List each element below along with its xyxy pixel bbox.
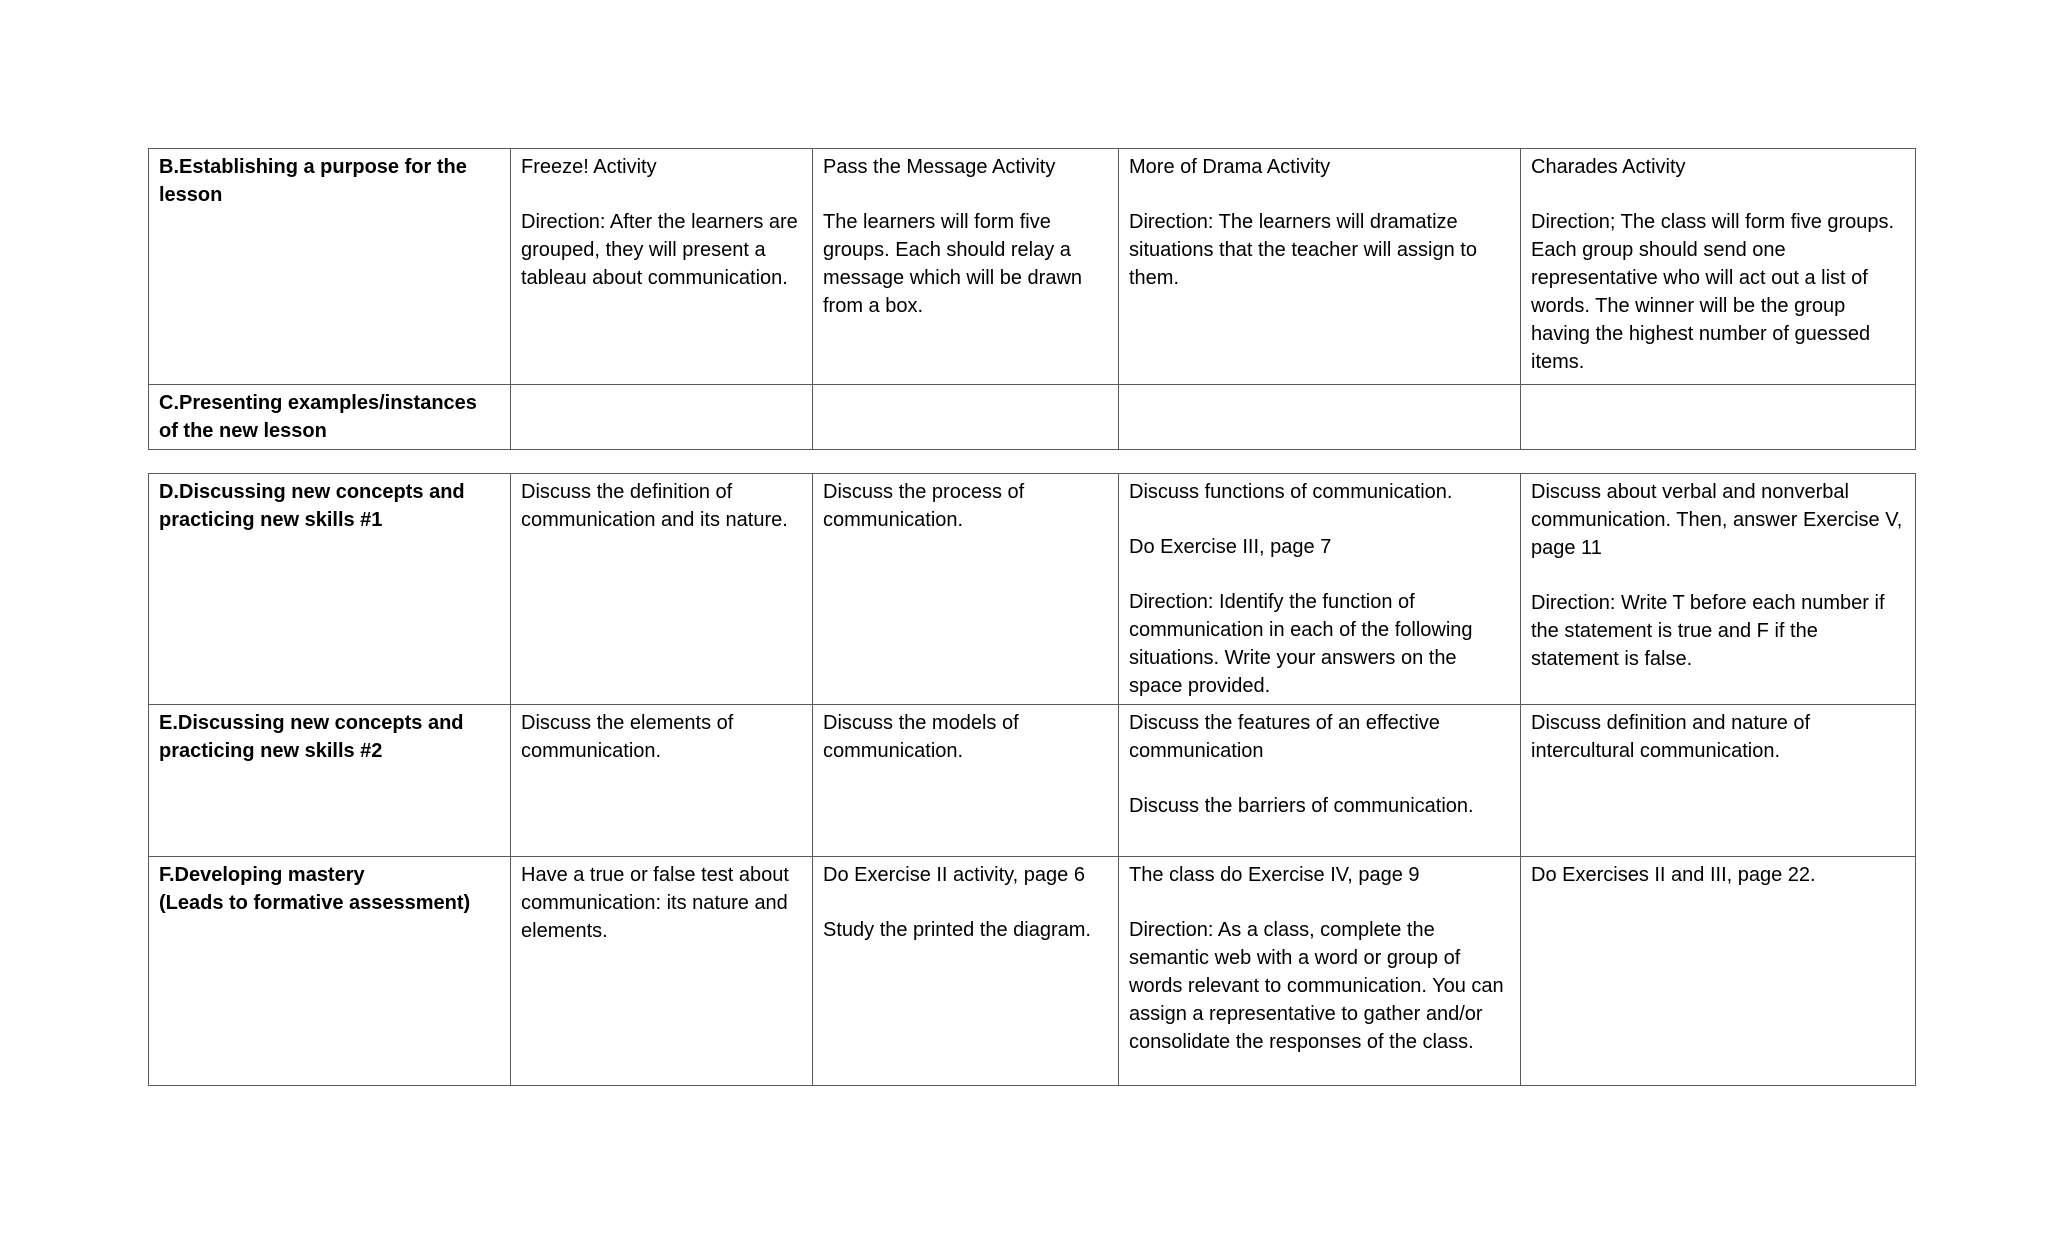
cell-text: Discuss the barriers of communication. [1129,795,1474,817]
cell-text: Pass the Message Activity [823,156,1056,178]
cell-text: Direction: Identify the function of communication in each of the following situations. Write your answers on the space provided. [1129,591,1473,697]
row-label: E.Discussing new concepts and practicing new skills #2 [159,712,464,762]
cell-text: Do Exercise III, page 7 [1129,536,1332,558]
table-cell [813,857,1119,1086]
row-label: F.Developing mastery (Leads to formative assessment) [159,864,471,914]
row-label-cell [149,385,511,450]
cell-text: Direction: The learners will dramatize situations that the teacher will assign to them. [1129,211,1477,289]
row-label: C.Presenting examples/instances of the new lesson [159,392,477,442]
row-label: B.Establishing a purpose for the lesson [159,156,467,206]
table-cell [813,149,1119,385]
cell-text: Discuss definition and nature of intercultural communication. [1531,712,1811,762]
cell-text: The learners will form five groups. Each should relay a message which will be drawn from a box. [823,211,1083,317]
cell-text: Discuss functions of communication. [1129,481,1453,503]
cell-text: Discuss about verbal and nonverbal communication. Then, answer Exercise V, page 11 [1531,481,1903,559]
row-label-cell [149,705,511,857]
cell-text: Study the printed the diagram. [823,919,1091,941]
cell-text: Discuss the features of an effective communication [1129,712,1440,762]
table-cell [1119,149,1521,385]
table-cell [1119,474,1521,705]
cell-text: Do Exercises II and III, page 22. [1531,864,1816,886]
cell-text: Have a true or false test about communication: its nature and elements. [521,864,789,942]
cell-text: Do Exercise II activity, page 6 [823,864,1085,886]
table-cell [511,474,813,705]
cell-text: Direction: After the learners are grouped, they will present a tableau about communication. [521,211,798,289]
table-cell [813,474,1119,705]
row-label-cell [149,149,511,385]
table-cell [1521,857,1916,1086]
cell-text: More of Drama Activity [1129,156,1331,178]
row-label: D.Discussing new concepts and practicing new skills #1 [159,481,465,531]
row-label-cell [149,474,511,705]
table-cell [511,705,813,857]
table-cell [1119,705,1521,857]
table-row [149,149,1916,385]
cell-text: Discuss the process of communication. [823,481,1025,531]
row-label-cell [149,857,511,1086]
cell-text: The class do Exercise IV, page 9 [1129,864,1420,886]
table-cell [1521,149,1916,385]
cell-text: Charades Activity [1531,156,1686,178]
cell-text: Discuss the models of communication. [823,712,1019,762]
table-cell [813,705,1119,857]
lesson-table-top [148,148,1916,450]
table-row [149,474,1916,705]
cell-text: Direction; The class will form five groups. Each group should send one representative who will act out a list of words. The winner will be the group having the highest number of guessed items. [1531,211,1895,373]
table-cell [511,857,813,1086]
cell-text: Discuss the definition of communication and its nature. [521,481,788,531]
table-row [149,705,1916,857]
table-cell [511,385,813,450]
table-row [149,385,1916,450]
table-cell [1119,385,1521,450]
cell-text: Freeze! Activity [521,156,657,178]
table-cell [1521,474,1916,705]
table-cell [511,149,813,385]
cell-text: Direction: Write T before each number if the statement is true and F if the statement is false. [1531,592,1885,670]
table-cell [1521,385,1916,450]
cell-text: Discuss the elements of communication. [521,712,734,762]
table-row [149,857,1916,1086]
table-cell [813,385,1119,450]
cell-text: Direction: As a class, complete the semantic web with a word or group of words relevant to communication. You can assign a representative to gather and/or consolidate the responses of the class. [1129,919,1504,1053]
table-cell [1521,705,1916,857]
table-cell [1119,857,1521,1086]
lesson-table-bottom [148,473,1916,1086]
